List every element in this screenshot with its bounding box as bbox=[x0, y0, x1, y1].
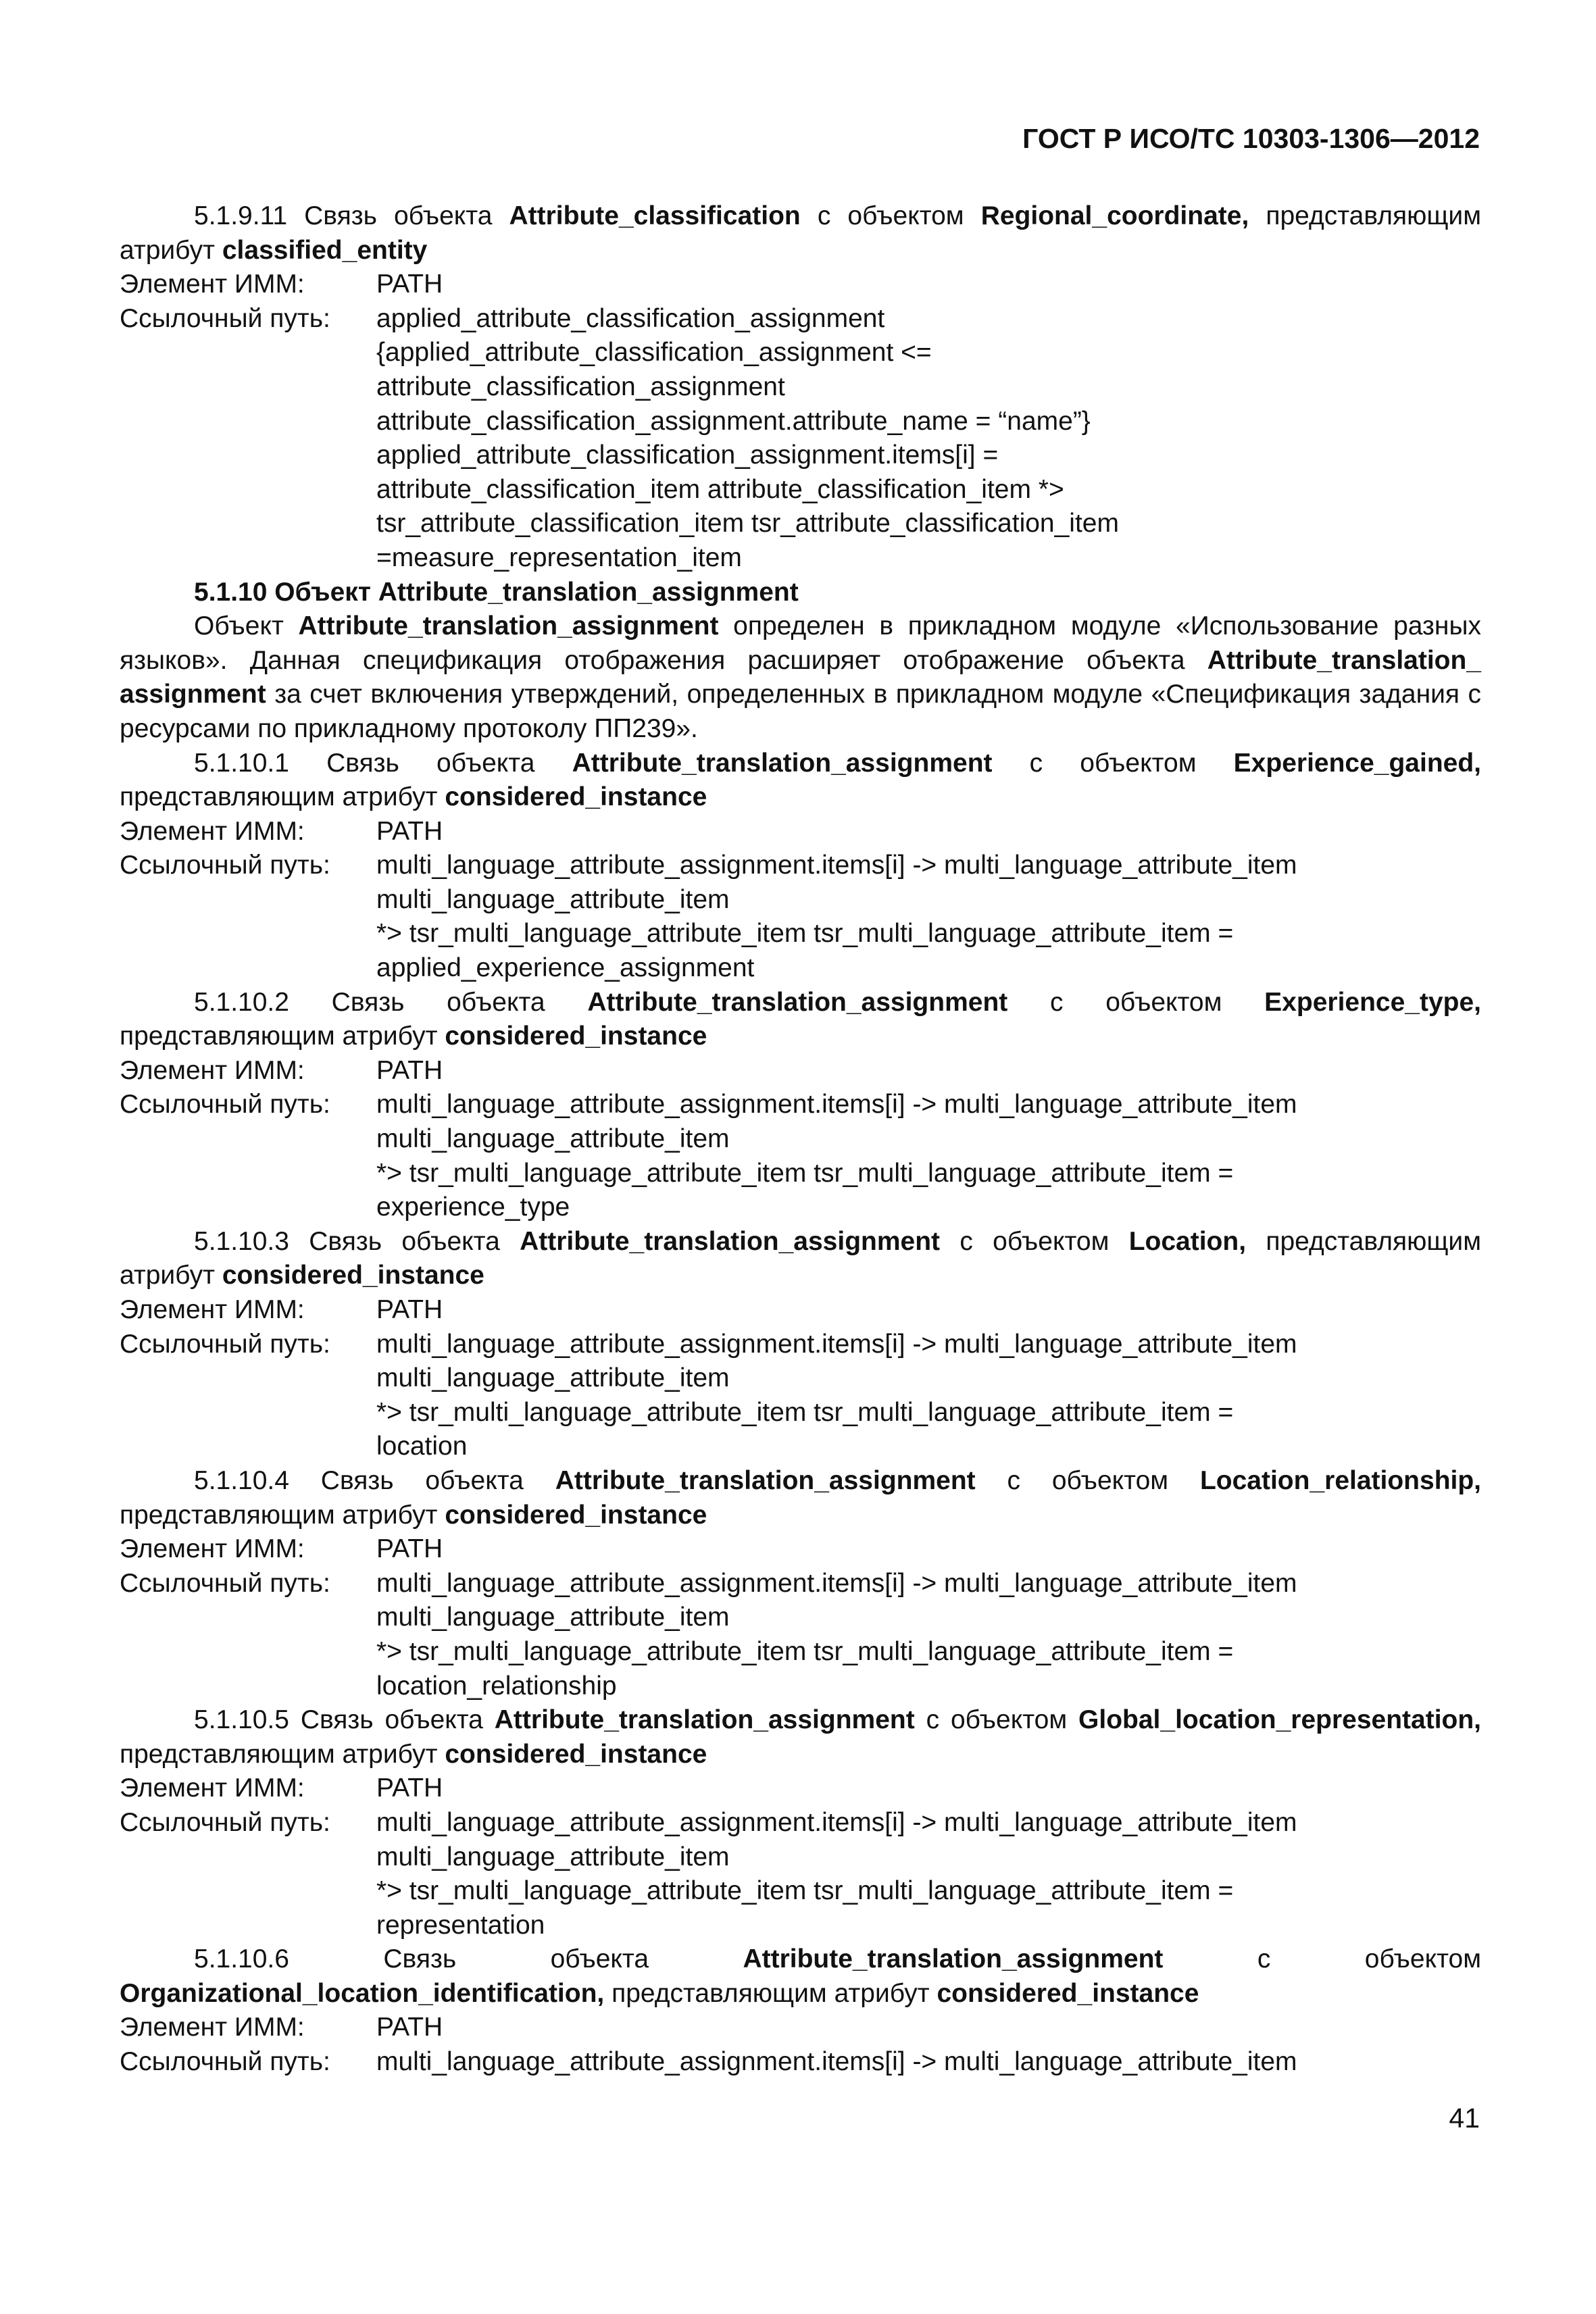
reference-path-row: Ссылочный путь: applied_attribute_classification_assignment bbox=[120, 303, 885, 333]
page-content bbox=[120, 199, 1481, 2080]
reference-path-line: attribute_classification_item attribute_classification_item *> bbox=[376, 474, 1064, 504]
clause-5-1-10-2-title: 5.1.10.2 Связь объекта Attribute_translation_assignment с объектом Experience_type, представляющим атрибут considered_instance bbox=[120, 987, 1482, 1051]
clause-5-1-10-1-title: 5.1.10.1 Связь объекта Attribute_translation_assignment с объектом Experience_gained, представляющим атрибут considered_instance bbox=[120, 748, 1482, 812]
clause-5-1-10-5-title: 5.1.10.5 Связь объекта Attribute_translation_assignment с объектом Global_location_representation, представляющим атрибут considered_instance bbox=[120, 1705, 1482, 1769]
reference-path-line: *> tsr_multi_language_attribute_item tsr_multi_language_attribute_item = bbox=[376, 919, 1234, 949]
mim-element-row: Элемент ИММ: PATH bbox=[120, 1774, 443, 1803]
mim-element-row: Элемент ИММ: PATH bbox=[120, 1295, 443, 1324]
reference-path-line: attribute_classification_assignment bbox=[376, 372, 785, 401]
mim-element-row: Элемент ИММ: PATH bbox=[120, 270, 443, 299]
reference-path-line: applied_experience_assignment bbox=[376, 953, 755, 983]
clause-5-1-10-3-title: 5.1.10.3 Связь объекта Attribute_translation_assignment с объектом Location, представляющим атрибут considered_instance bbox=[120, 1226, 1482, 1290]
reference-path-row: Ссылочный путь: multi_language_attribute_assignment.items[i] -> multi_language_attribute_item bbox=[120, 1329, 1297, 1359]
reference-path-line: multi_language_attribute_item bbox=[376, 1363, 730, 1393]
document-header: ГОСТ Р ИСО/ТС 10303-1306—2012 bbox=[1022, 123, 1480, 154]
mim-element-row: Элемент ИММ: PATH bbox=[120, 2013, 443, 2042]
reference-path-line: *> tsr_multi_language_attribute_item tsr_multi_language_attribute_item = bbox=[376, 1397, 1234, 1427]
reference-path-row: Ссылочный путь: multi_language_attribute_assignment.items[i] -> multi_language_attribute_item bbox=[120, 1090, 1297, 1120]
reference-path-line: multi_language_attribute_item bbox=[376, 1603, 730, 1632]
reference-path-row: Ссылочный путь: multi_language_attribute_assignment.items[i] -> multi_language_attribute_item bbox=[120, 851, 1297, 880]
reference-path-row: Ссылочный путь: multi_language_attribute_assignment.items[i] -> multi_language_attribute_item bbox=[120, 1807, 1297, 1837]
reference-path-line: multi_language_attribute_item bbox=[376, 1842, 730, 1871]
reference-path-line: multi_language_attribute_item bbox=[376, 884, 730, 914]
reference-path-line: attribute_classification_assignment.attribute_name = “name”} bbox=[376, 406, 1091, 436]
reference-path-line: =measure_representation_item bbox=[376, 543, 742, 572]
reference-path-line: *> tsr_multi_language_attribute_item tsr_multi_language_attribute_item = bbox=[376, 1158, 1234, 1188]
reference-path-line: *> tsr_multi_language_attribute_item tsr_multi_language_attribute_item = bbox=[376, 1876, 1234, 1906]
reference-path-line: multi_language_attribute_item bbox=[376, 1124, 730, 1154]
reference-path-line: location bbox=[376, 1432, 468, 1461]
mim-element-row: Элемент ИММ: PATH bbox=[120, 1534, 443, 1564]
section-5-1-10-intro: Объект Attribute_translation_assignment определен в прикладном модуле «Использование разных языков». Данная спецификация отображения расширяет отображение объекта Attribute_translation_ assignment за счет включения утверждений, определенных в прикладном модуле «Спецификация задания с ресурсами по прикладному протоколу ПП239». bbox=[120, 611, 1481, 743]
mim-element-row: Элемент ИММ: PATH bbox=[120, 1055, 443, 1085]
page-number: 41 bbox=[1449, 2103, 1480, 2134]
reference-path-row: Ссылочный путь: multi_language_attribute_assignment.items[i] -> multi_language_attribute_item bbox=[120, 1568, 1297, 1598]
reference-path-line: applied_attribute_classification_assignment.items[i] = bbox=[376, 441, 999, 470]
reference-path-line: {applied_attribute_classification_assignment <= bbox=[376, 338, 932, 368]
clause-5-1-10-4-title: 5.1.10.4 Связь объекта Attribute_translation_assignment с объектом Location_relationship, представляющим атрибут considered_instance bbox=[120, 1465, 1482, 1530]
reference-path-line: tsr_attribute_classification_item tsr_attribute_classification_item bbox=[376, 509, 1119, 538]
reference-path-line: experience_type bbox=[376, 1192, 570, 1222]
reference-path-row: Ссылочный путь: multi_language_attribute_assignment.items[i] -> multi_language_attribute_item bbox=[120, 2047, 1297, 2077]
section-5-1-10-heading: 5.1.10 Объект Attribute_translation_assignment bbox=[194, 577, 799, 607]
reference-path-line: *> tsr_multi_language_attribute_item tsr_multi_language_attribute_item = bbox=[376, 1636, 1234, 1666]
clause-5-1-9-11-title: 5.1.9.11 Связь объекта Attribute_classification с объектом Regional_coordinate, представляющим атрибут classified_entity bbox=[120, 201, 1482, 265]
mim-element-row: Элемент ИММ: PATH bbox=[120, 816, 443, 846]
clause-5-1-10-6-title: 5.1.10.6 Связь объекта Attribute_translation_assignment с объектом Organizational_location_identification, представляющим атрибут considered_instance bbox=[120, 1944, 1482, 2008]
reference-path-line: location_relationship bbox=[376, 1671, 617, 1701]
reference-path-line: representation bbox=[376, 1910, 545, 1940]
